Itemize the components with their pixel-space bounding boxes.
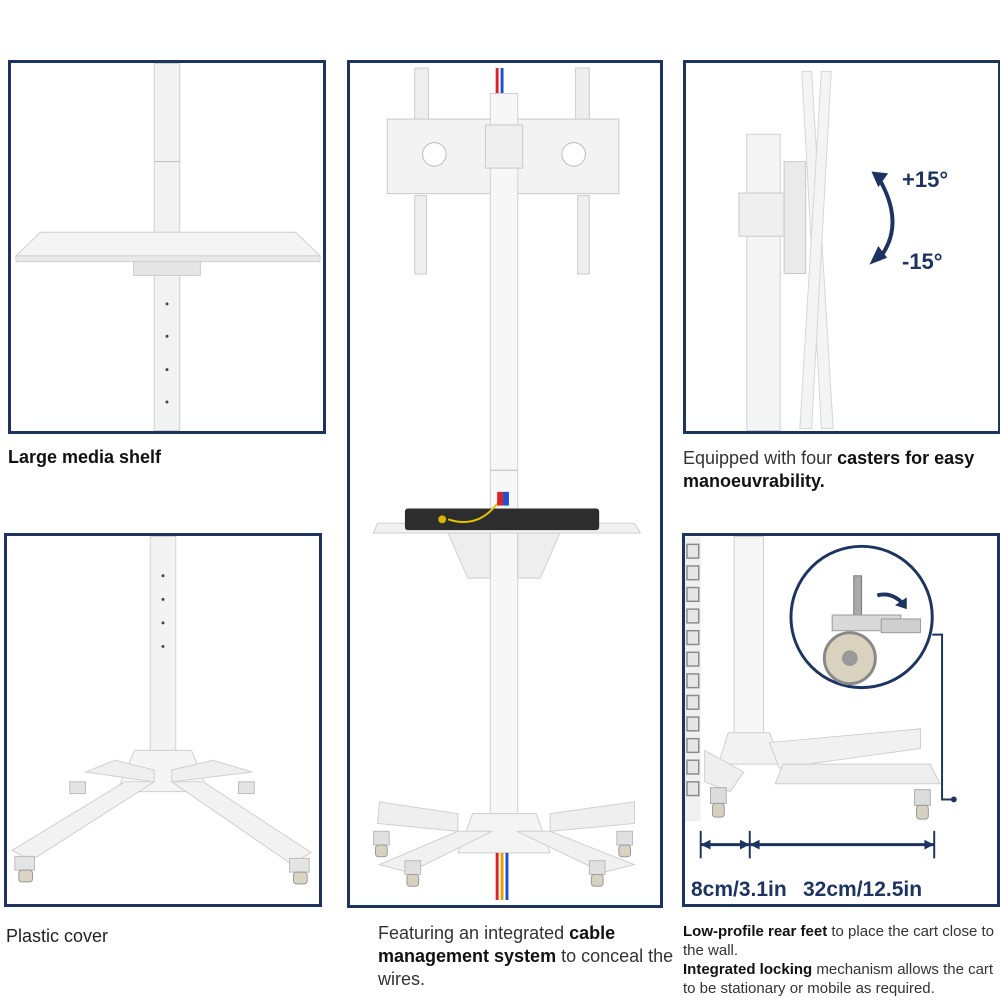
stand-panel — [347, 60, 663, 908]
locking-line — [683, 960, 997, 998]
tilt-panel — [683, 60, 1000, 434]
shelf-caption: Large media shelf — [8, 447, 162, 467]
tilt-illustration — [686, 63, 998, 431]
shelf-panel — [8, 60, 326, 434]
casters-caption — [683, 922, 997, 998]
stand-caption — [378, 922, 678, 991]
cover-caption: Plastic cover — [6, 926, 109, 946]
stand-caption-pre: Featuring an integrated — [378, 923, 570, 943]
width-dimension: 32cm/12.5in — [803, 878, 923, 901]
stand-caption-post: to conceal the wires. — [378, 946, 674, 989]
rear-feet-bold: Low-profile rear feet — [683, 923, 828, 940]
rear-foot-dimension: 8cm/3.1in — [691, 878, 787, 901]
tilt-caption — [683, 447, 993, 493]
tilt-caption-pre: Equipped with four — [683, 448, 838, 468]
locking-rest: mechanism allows the cart to be stationary or mobile as required. — [683, 961, 994, 997]
cover-panel — [4, 533, 322, 907]
rear-feet-line — [683, 922, 997, 960]
casters-illustration — [685, 536, 997, 904]
tilt-down-angle: -15° — [902, 249, 943, 274]
tilt-caption-bold: casters for easy manoeuvrability. — [683, 448, 975, 491]
base-illustration — [7, 536, 319, 904]
rear-feet-rest: to place the cart close to the wall. — [683, 923, 994, 959]
stand-caption-bold: cable management system — [378, 923, 616, 966]
shelf-illustration — [11, 63, 323, 431]
locking-bold: Integrated locking — [683, 961, 813, 978]
casters-panel — [682, 533, 1000, 907]
tilt-up-angle: +15° — [902, 167, 949, 192]
stand-illustration — [350, 63, 660, 905]
